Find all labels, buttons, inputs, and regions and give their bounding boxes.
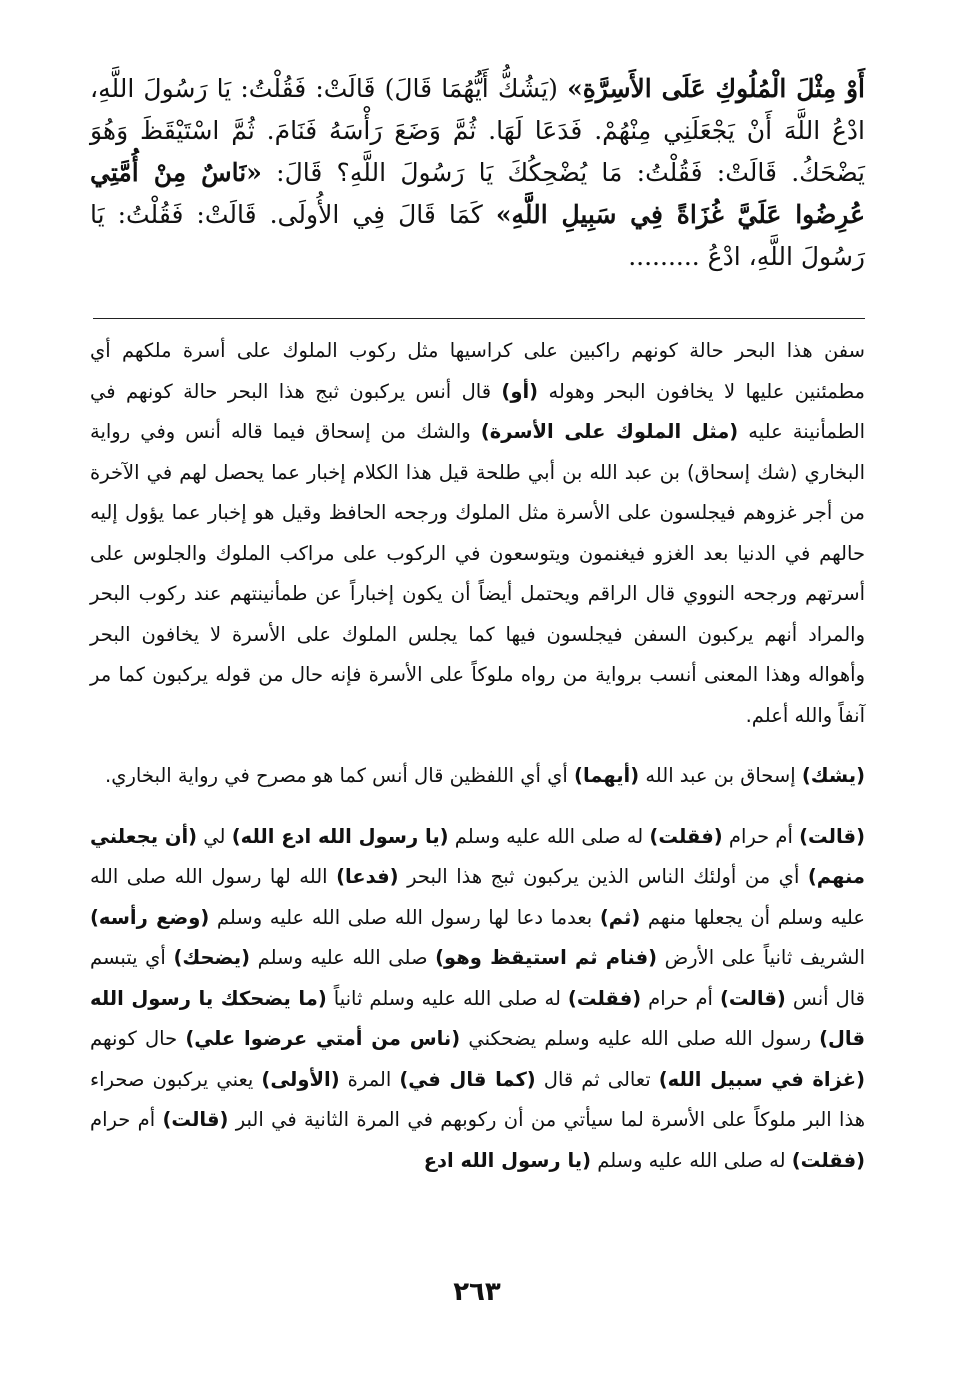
commentary-bold-term: (يا رسول الله ادع bbox=[423, 1148, 592, 1172]
hadith-bold-phrase: «نَاسٌ مِنْ أُمَّتِي عُرِضُوا عَلَيَّ غُزَاةً فِي سَبِيلِ اللَّهِ» bbox=[90, 158, 866, 229]
commentary-text: أي أي اللفظين قال أنس كما هو مصرح في رواية البخاري. bbox=[105, 764, 575, 787]
commentary-text: الله لها رسول الله صلى الله عليه وسلم أن يجعلها منهم bbox=[90, 865, 865, 929]
commentary-text: إسحاق بن عبد الله bbox=[639, 764, 802, 787]
commentary-bold-term: (كما قال في) bbox=[399, 1067, 536, 1091]
page-number: ٢٦٣ bbox=[453, 1277, 501, 1307]
book-page bbox=[90, 68, 865, 1358]
commentary-bold-term: (فدعا) bbox=[336, 865, 399, 888]
hadith-segment: كَمَا قَالَ فِي الأُولَى. قَالَتْ: فَقُلْتُ: يَا رَسُولَ اللَّهِ، ادْعُ ......... bbox=[90, 200, 865, 271]
commentary-bold-term: (أيهما) bbox=[574, 764, 640, 787]
commentary-text: أم حرام bbox=[641, 986, 720, 1010]
commentary-bold-term: (غزاة في سبيل الله) bbox=[658, 1067, 865, 1091]
commentary-text: أي من أولئك الناس الذين يركبون ثبج هذا البحر bbox=[398, 865, 808, 888]
commentary-text: قال أنس يركبون ثبج هذا البحر حالة كونهم في الطمأنينة عليه bbox=[90, 379, 865, 443]
commentary-text: أم حرام bbox=[90, 1108, 163, 1131]
commentary-bold-term: (ناس من أمتي عرضوا علي) bbox=[185, 1027, 461, 1050]
commentary-bold-term: (فنام ثم استيقظ وهو) bbox=[435, 946, 658, 969]
commentary-text: حال كونهم bbox=[90, 1027, 186, 1050]
commentary-text: رسول الله صلى الله عليه وسلم يضحكني bbox=[460, 1027, 820, 1050]
commentary-bold-term: (مثل الملوك على الأسرة) bbox=[480, 420, 739, 443]
commentary-text: يعني يركبون صحراء هذا البر ملوكاً على الأسرة لما سيأتي من أن ركوبهم في المرة الثانية في البر bbox=[90, 1067, 865, 1131]
commentary-text: له صلى الله عليه وسلم ثانياً bbox=[326, 986, 568, 1010]
commentary-bold-term: (يا رسول الله ادع الله) bbox=[231, 824, 449, 848]
commentary-text: تعالى ثم قال bbox=[535, 1067, 659, 1091]
commentary-text: أم حرام bbox=[722, 824, 800, 848]
hadith-bold-phrase: أَوْ مِثْلَ الْمُلُوكِ عَلَى الأَسِرَّةِ» bbox=[567, 74, 865, 103]
commentary-bold-term: (أن يجعلني منهم) bbox=[90, 824, 866, 888]
commentary-bold-term: (وضع رأسه) bbox=[90, 905, 210, 929]
commentary-text: له صلى الله عليه وسلم bbox=[448, 824, 650, 848]
footnote-separator bbox=[93, 318, 865, 319]
commentary-bold-term: (الأولى) bbox=[261, 1067, 340, 1091]
commentary-bold-term: (فقلت) bbox=[791, 1148, 865, 1172]
commentary-text: صلى الله عليه وسلم bbox=[250, 946, 436, 969]
commentary-bold-term: (ثم) bbox=[599, 905, 641, 929]
commentary-text: سفن هذا البحر حالة كونهم راكبين على كراسيها مثل ركوب الملوك على أسرة ملكهم أي مطمئنين عليها لا يخافون البحر وهوله bbox=[90, 339, 865, 403]
commentary-text: بعدما دعا لها رسول الله صلى الله عليه وسلم bbox=[209, 905, 600, 929]
hadith-segment: (يَشُكُّ أَيُّهُمَا قَالَ) قَالَتْ: فَقُلْتُ: يَا رَسُولَ اللَّهِ، ادْعُ اللَّهَ أَنْ يَجْعَلَنِي مِنْهُمْ. فَدَعَا لَهَا. ثُمَّ وَضَعَ رَأْسَهُ فَنَامَ. ثُمَّ اسْتَيْقَظَ وَهُوَ يَضْحَكُ. قَالَتْ: فَقُلْتُ: مَا يُضْحِكُكَ يَا رَسُولَ اللَّهِ؟ قَالَ: bbox=[90, 74, 865, 187]
commentary-text: له صلى الله عليه وسلم bbox=[591, 1148, 792, 1172]
commentary-bold-term: (يضحك) bbox=[173, 946, 251, 969]
commentary-bold-term: (قالت) bbox=[799, 824, 865, 848]
commentary-bold-term: (قالت) bbox=[719, 986, 786, 1010]
commentary-bold-term: (أو) bbox=[501, 379, 539, 403]
commentary-text: أي يتبسم قال أنس bbox=[90, 946, 865, 1010]
commentary-text: المرة bbox=[339, 1067, 400, 1091]
commentary-bold-term: (فقلت) bbox=[649, 824, 723, 848]
commentary-paragraph-1 bbox=[90, 331, 865, 736]
commentary-bold-term: (فقلت) bbox=[567, 986, 642, 1010]
commentary-text: الشريف ثانياً على الأرض bbox=[657, 946, 865, 969]
hadith-text bbox=[90, 68, 865, 278]
commentary-paragraph-2 bbox=[90, 756, 865, 797]
commentary-bold-term: (قالت) bbox=[162, 1108, 229, 1131]
commentary-text: لي bbox=[197, 824, 232, 848]
commentary-bold-term: (يشك) bbox=[801, 764, 865, 787]
commentary-bold-term: (ما يضحكك يا رسول الله قال) bbox=[90, 986, 866, 1050]
commentary-paragraph-3 bbox=[90, 817, 865, 1182]
commentary-text: والشك من إسحاق فيما قاله أنس وفي رواية البخاري (شك إسحاق) بن عبد الله بن أبي طلحة قيل هذا الكلام إخبار عما يحصل لهم في الآخرة من أجر غزوهم فيجلسون على الأسرة مثل الملوك ورجحه الحافظ وقيل هو إخبار عما يؤول إليه حالهم في الدنيا بعد الغزو فيغنمون ويتوسعون في الركوب على مراكب الملوك والجلوس على أسرتهم ورجحه النووي قال الراقم ويحتمل أيضاً أن يكون إخباراً عن طمأنينتهم عند ركوب البحر والمراد أنهم يركبون السفن فيجلسون فيها كما يجلس الملوك على الأسرة لا يخافون البحر وأهواله وهذا المعنى أنسب برواية من رواه ملوكاً على الأسرة فإنه حال من قوله يركبون كما مر آنفاً والله أعلم. bbox=[90, 420, 865, 727]
